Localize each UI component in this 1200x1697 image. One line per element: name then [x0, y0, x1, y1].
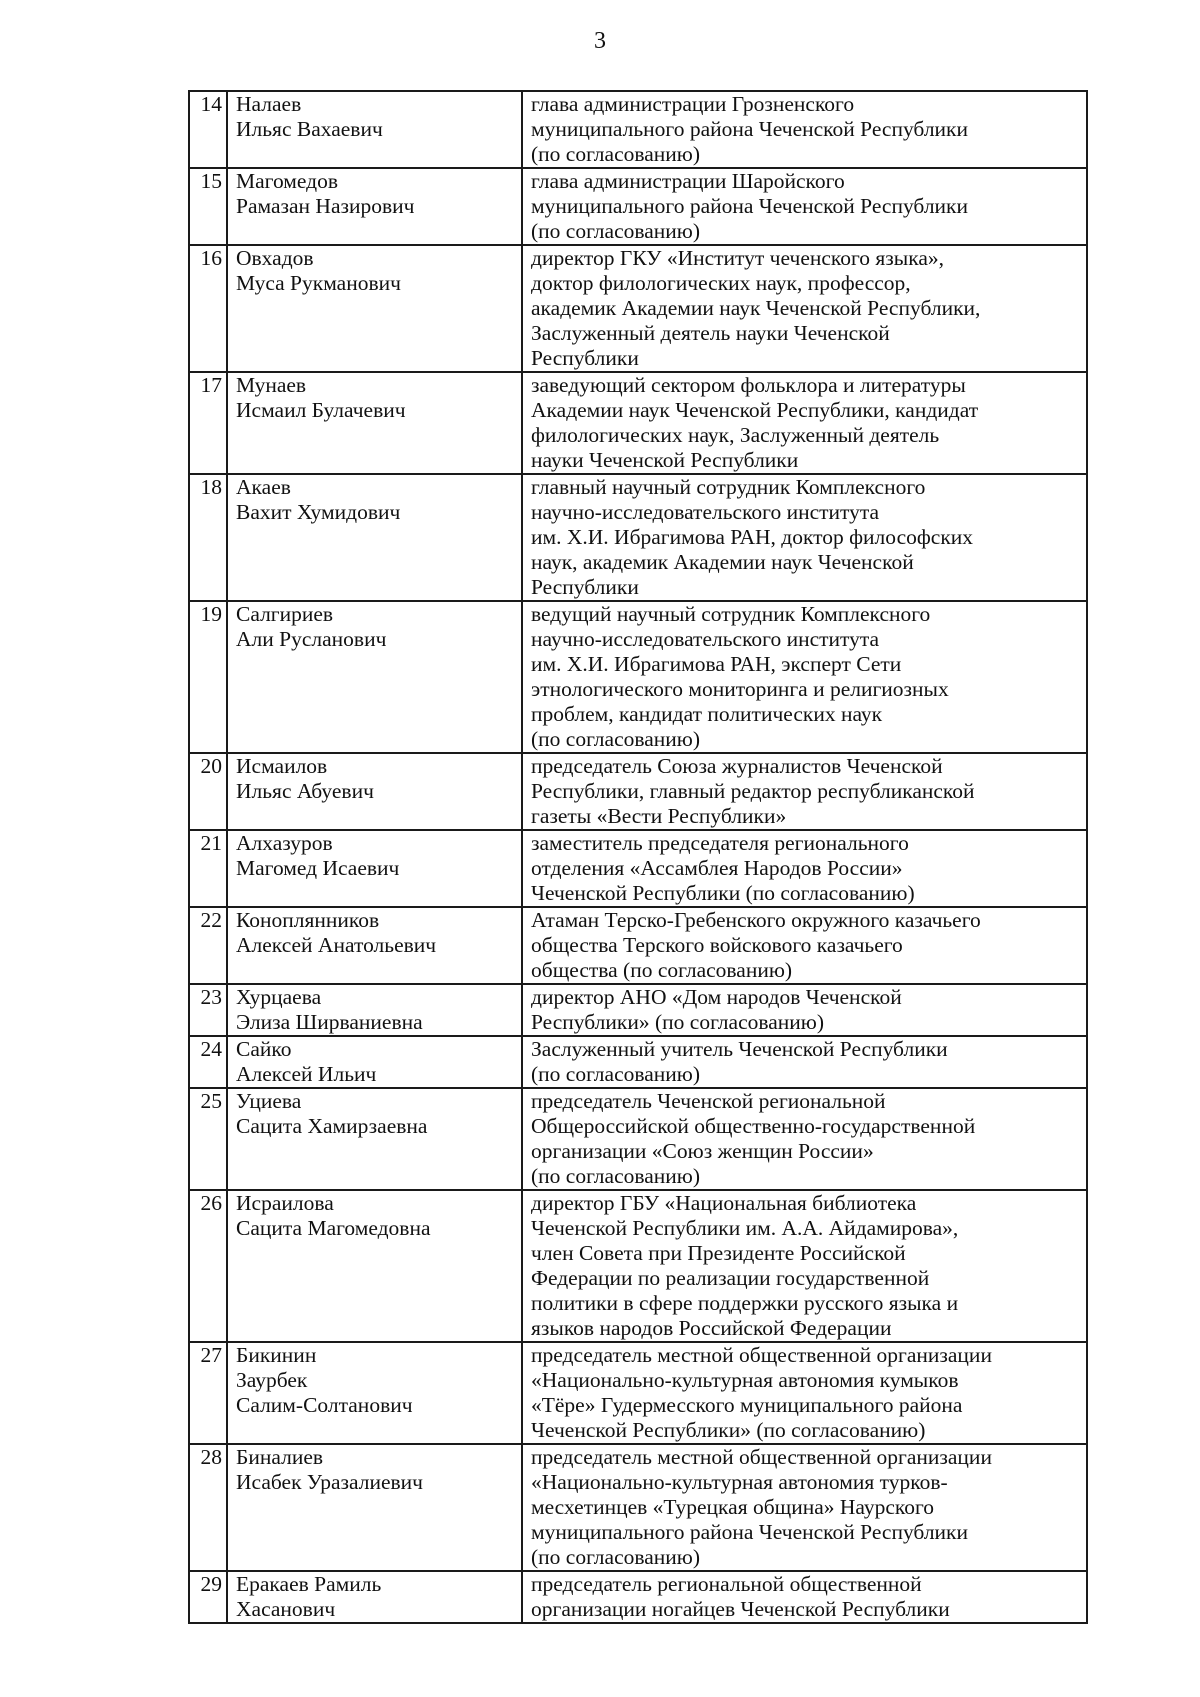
member-position-cell — [522, 245, 1087, 372]
member-name-cell — [227, 601, 522, 753]
table-row — [189, 91, 1087, 168]
member-position-cell — [522, 1088, 1087, 1190]
member-name-line: Овхадов — [236, 246, 314, 270]
member-name-line: Хурцаева — [236, 985, 322, 1009]
member-name-line: Ильяс Абуевич — [236, 779, 374, 803]
member-position-line: общества Терского войскового казачьего — [531, 933, 903, 957]
member-name-line: Исабек Уразалиевич — [236, 1470, 423, 1494]
member-name-cell — [227, 984, 522, 1036]
member-name-line: Ильяс Вахаевич — [236, 117, 383, 141]
table-row — [189, 1571, 1087, 1623]
member-name-line: Биналиев — [236, 1445, 324, 1469]
member-position-line: директор ГКУ «Институт чеченского языка», — [531, 246, 945, 270]
member-name-line: Рамазан Назирович — [236, 194, 415, 218]
member-position-line: Республики — [531, 575, 639, 599]
member-position-line: отделения «Ассамблея Народов России» — [531, 856, 903, 880]
member-name-line: Алхазуров — [236, 831, 333, 855]
member-position-line: главный научный сотрудник Комплексного — [531, 475, 926, 499]
member-name-line: Исраилова — [236, 1191, 334, 1215]
member-name-line: Исмаил Булачевич — [236, 398, 406, 422]
member-name-line: Сайко — [236, 1037, 292, 1061]
member-position-cell — [522, 1571, 1087, 1623]
member-position-line: наук, академик Академии наук Чеченской — [531, 550, 914, 574]
row-number: 28 — [189, 1444, 227, 1571]
table-row — [189, 601, 1087, 753]
member-position-line: Заслуженный учитель Чеченской Республики — [531, 1037, 948, 1061]
member-name-line: Салгириев — [236, 602, 334, 626]
member-position-cell — [522, 830, 1087, 907]
member-position-line: общества (по согласованию) — [531, 958, 793, 982]
member-name-line: Акаев — [236, 475, 291, 499]
member-position-cell — [522, 91, 1087, 168]
row-number: 14 — [189, 91, 227, 168]
table-row — [189, 753, 1087, 830]
table-row — [189, 830, 1087, 907]
member-position-cell — [522, 1036, 1087, 1088]
member-position-line: председатель Союза журналистов Чеченской — [531, 754, 943, 778]
member-position-line: (по согласованию) — [531, 1164, 701, 1188]
member-position-line: языков народов Российской Федерации — [531, 1316, 892, 1340]
row-number: 16 — [189, 245, 227, 372]
member-name-line: Сацита Магомедовна — [236, 1216, 431, 1240]
table-row — [189, 1190, 1087, 1342]
member-name-cell — [227, 1571, 522, 1623]
member-position-line: политики в сфере поддержки русского языка и — [531, 1291, 959, 1315]
member-position-line: Заслуженный деятель науки Чеченской — [531, 321, 890, 345]
page-number: 3 — [594, 28, 606, 54]
row-number: 24 — [189, 1036, 227, 1088]
member-name-cell — [227, 1036, 522, 1088]
member-position-cell — [522, 601, 1087, 753]
member-name-line: Еракаев Рамиль — [236, 1572, 382, 1596]
table-row — [189, 984, 1087, 1036]
row-number: 25 — [189, 1088, 227, 1190]
member-position-line: доктор филологических наук, профессор, — [531, 271, 911, 295]
member-position-line: ведущий научный сотрудник Комплексного — [531, 602, 931, 626]
member-position-line: муниципального района Чеченской Республики — [531, 1520, 969, 1544]
member-name-line: Магомед Исаевич — [236, 856, 400, 880]
member-position-line: Федерации по реализации государственной — [531, 1266, 930, 1290]
member-name-line: Вахит Хумидович — [236, 500, 401, 524]
member-position-cell — [522, 168, 1087, 245]
member-position-line: организации «Союз женщин России» — [531, 1139, 874, 1163]
member-name-line: Коноплянников — [236, 908, 380, 932]
member-name-cell — [227, 245, 522, 372]
member-name-line: Магомедов — [236, 169, 338, 193]
member-position-line: член Совета при Президенте Российской — [531, 1241, 906, 1265]
member-position-cell — [522, 907, 1087, 984]
member-position-line: глава администрации Шаройского — [531, 169, 845, 193]
member-position-line: председатель местной общественной организации — [531, 1445, 992, 1469]
member-position-cell — [522, 753, 1087, 830]
member-position-line: председатель региональной общественной — [531, 1572, 922, 1596]
member-position-line: «Национально-культурная автономия турков- — [531, 1470, 948, 1494]
member-position-line: научно-исследовательского института — [531, 500, 880, 524]
member-position-line: председатель Чеченской региональной — [531, 1089, 886, 1113]
member-name-cell — [227, 1342, 522, 1444]
member-position-line: глава администрации Грозненского — [531, 92, 855, 116]
member-position-line: Чеченской Республики (по согласованию) — [531, 881, 915, 905]
member-position-line: проблем, кандидат политических наук — [531, 702, 883, 726]
member-name-line: Мунаев — [236, 373, 307, 397]
member-name-cell — [227, 91, 522, 168]
table-row — [189, 1444, 1087, 1571]
member-name-cell — [227, 168, 522, 245]
member-position-line: заведующий сектором фольклора и литературы — [531, 373, 966, 397]
row-number: 29 — [189, 1571, 227, 1623]
member-position-line: академик Академии наук Чеченской Республики, — [531, 296, 981, 320]
row-number: 17 — [189, 372, 227, 474]
member-name-line: Налаев — [236, 92, 302, 116]
row-number: 26 — [189, 1190, 227, 1342]
member-name-cell — [227, 474, 522, 601]
member-position-line: Чеченской Республики им. А.А. Айдамирова», — [531, 1216, 959, 1240]
member-name-cell — [227, 907, 522, 984]
member-position-line: (по согласованию) — [531, 1545, 701, 1569]
member-name-line: Салим-Солтанович — [236, 1393, 413, 1417]
member-position-cell — [522, 1190, 1087, 1342]
member-name-line: Хасанович — [236, 1597, 336, 1621]
member-position-line: месхетинцев «Турецкая община» Наурского — [531, 1495, 935, 1519]
table-row — [189, 907, 1087, 984]
member-position-line: им. Х.И. Ибрагимова РАН, доктор философских — [531, 525, 974, 549]
member-name-line: Алексей Ильич — [236, 1062, 377, 1086]
member-position-line: этнологического мониторинга и религиозных — [531, 677, 949, 701]
row-number: 27 — [189, 1342, 227, 1444]
table-row — [189, 1342, 1087, 1444]
commission-members-table — [188, 90, 1088, 1624]
member-position-line: (по согласованию) — [531, 1062, 701, 1086]
member-position-cell — [522, 984, 1087, 1036]
member-name-line: Алексей Анатольевич — [236, 933, 437, 957]
member-name-line: Элиза Ширваниевна — [236, 1010, 423, 1034]
member-position-line: Чеченской Республики» (по согласованию) — [531, 1418, 926, 1442]
member-position-line: муниципального района Чеченской Республики — [531, 117, 969, 141]
member-position-line: «Тёре» Гудермесского муниципального района — [531, 1393, 963, 1417]
table-row — [189, 372, 1087, 474]
member-position-cell — [522, 372, 1087, 474]
member-position-line: Республики — [531, 346, 639, 370]
member-position-line: им. Х.И. Ибрагимова РАН, эксперт Сети — [531, 652, 902, 676]
member-name-line: Али Русланович — [236, 627, 387, 651]
member-name-line: Уциева — [236, 1089, 302, 1113]
member-name-cell — [227, 753, 522, 830]
member-name-line: Бикинин — [236, 1343, 317, 1367]
member-position-line: организации ногайцев Чеченской Республики — [531, 1597, 950, 1621]
member-position-line: научно-исследовательского института — [531, 627, 880, 651]
member-name-line: Муса Рукманович — [236, 271, 401, 295]
row-number: 23 — [189, 984, 227, 1036]
row-number: 18 — [189, 474, 227, 601]
member-position-line: Общероссийской общественно-государственной — [531, 1114, 976, 1138]
member-position-line: филологических наук, Заслуженный деятель — [531, 423, 940, 447]
member-position-line: (по согласованию) — [531, 727, 701, 751]
member-position-line: председатель местной общественной организации — [531, 1343, 992, 1367]
member-position-line: заместитель председателя регионального — [531, 831, 909, 855]
member-position-line: директор АНО «Дом народов Чеченской — [531, 985, 902, 1009]
member-position-line: директор ГБУ «Национальная библиотека — [531, 1191, 917, 1215]
member-name-line: Заурбек — [236, 1368, 308, 1392]
member-position-line: муниципального района Чеченской Республики — [531, 194, 969, 218]
table-row — [189, 474, 1087, 601]
member-name-cell — [227, 1444, 522, 1571]
row-number: 20 — [189, 753, 227, 830]
member-position-line: Академии наук Чеченской Республики, кандидат — [531, 398, 979, 422]
member-name-line: Исмаилов — [236, 754, 328, 778]
member-position-line: (по согласованию) — [531, 219, 701, 243]
member-position-line: «Национально-культурная автономия кумыков — [531, 1368, 959, 1392]
table-row — [189, 1036, 1087, 1088]
row-number: 19 — [189, 601, 227, 753]
member-position-line: науки Чеченской Республики — [531, 448, 799, 472]
member-position-cell — [522, 1444, 1087, 1571]
table-row — [189, 1088, 1087, 1190]
member-name-cell — [227, 372, 522, 474]
member-name-cell — [227, 1190, 522, 1342]
member-position-line: (по согласованию) — [531, 142, 701, 166]
row-number: 15 — [189, 168, 227, 245]
member-name-cell — [227, 830, 522, 907]
row-number: 22 — [189, 907, 227, 984]
member-name-line: Сацита Хамирзаевна — [236, 1114, 428, 1138]
member-position-cell — [522, 1342, 1087, 1444]
member-position-line: Атаман Терско-Гребенского окружного казачьего — [531, 908, 981, 932]
member-name-cell — [227, 1088, 522, 1190]
table-row — [189, 245, 1087, 372]
member-position-cell — [522, 474, 1087, 601]
table-row — [189, 168, 1087, 245]
member-position-line: газеты «Вести Республики» — [531, 804, 787, 828]
member-position-line: Республики» (по согласованию) — [531, 1010, 825, 1034]
row-number: 21 — [189, 830, 227, 907]
member-position-line: Республики, главный редактор республиканской — [531, 779, 975, 803]
